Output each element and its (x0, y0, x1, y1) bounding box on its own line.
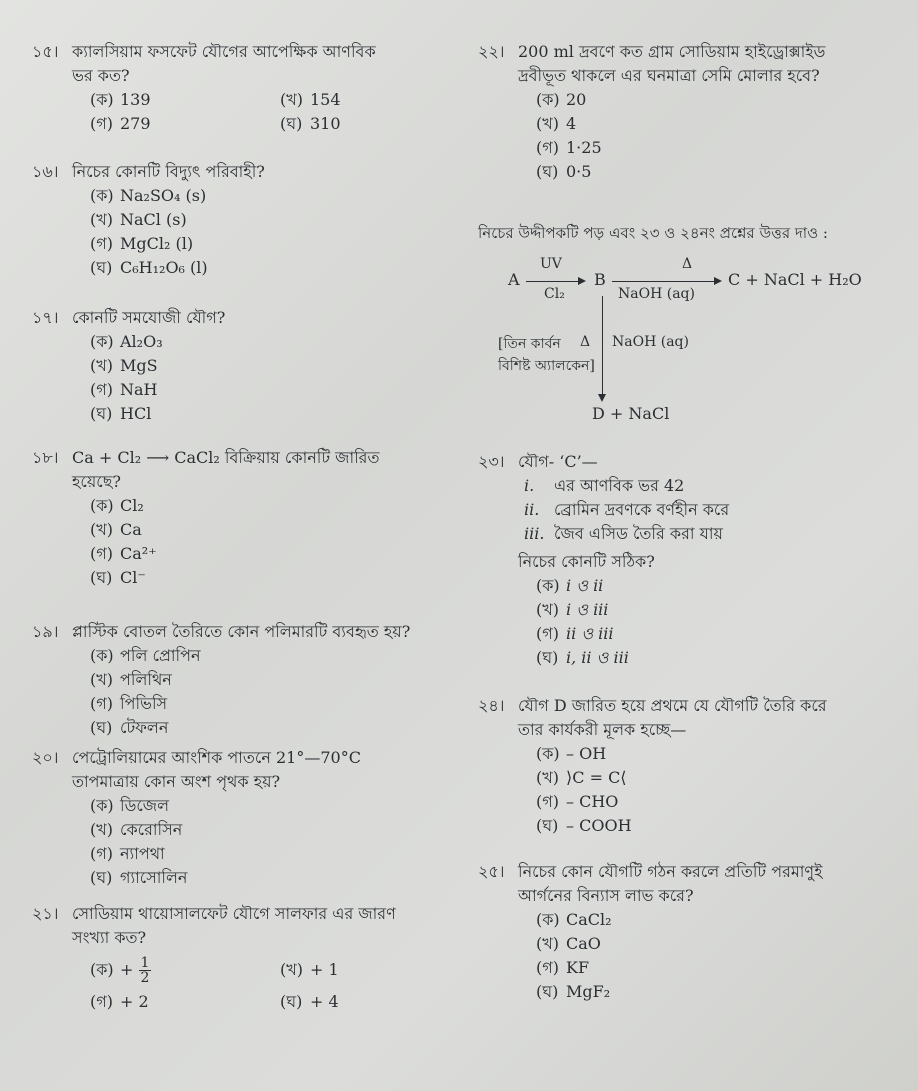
statement-iii: iii. জৈব এসিড তৈরি করা যায় (524, 524, 723, 543)
cl2-label: Cl₂ (544, 286, 565, 302)
option-gha[interactable]: (ঘ) Cl⁻ (90, 568, 146, 587)
stimulus-instruction: নিচের উদ্দীপকটি পড় এবং ২৩ ও ২৪নং প্রশ্নের উত্তর দাও : (478, 224, 828, 242)
question-text: নিচের কোনটি বিদ্যুৎ পরিবাহী? (72, 162, 265, 181)
option-ga[interactable]: (গ) ন্যাপথা (90, 844, 165, 863)
option-gha[interactable]: (ঘ) i, ii ও iii (536, 648, 629, 667)
question-16: ১৬। নিচের কোনটি বিদ্যুৎ পরিবাহী? (ক) Na₂SO₄ (s) (খ) NaCl (s) (গ) MgCl₂ (l) (ঘ) C₆H₁₂O₆ (l) (32, 160, 462, 280)
option-ga[interactable]: (গ) + 2 (90, 992, 149, 1011)
option-ka[interactable]: (ক) ডিজেল (90, 796, 170, 815)
side-note-2: বিশিষ্ট অ্যালকেন] (498, 358, 595, 374)
compound-b: B (594, 270, 606, 289)
option-gha[interactable]: (ঘ) MgF₂ (536, 982, 611, 1001)
products-1: C + NaCl + H₂O (728, 270, 862, 289)
question-24: ২৪। যৌগ D জারিত হয়ে প্রথমে যে যৌগটি তৈরি করে তার কার্যকরী মূলক হচ্ছে— (ক) – OH (খ) ⟩C = C⟨ (গ) – CHO (ঘ) – COOH (478, 694, 898, 838)
option-ga[interactable]: (গ) Ca²⁺ (90, 544, 157, 563)
statement-ii: ii. ব্রোমিন দ্রবণকে বর্ণহীন করে (524, 500, 730, 519)
question-text: যৌগ D জারিত হয়ে প্রথমে যে যৌগটি তৈরি করে (518, 696, 827, 715)
option-kha[interactable]: (খ) Ca (90, 520, 142, 539)
question-20: ২০। পেট্রোলিয়ামের আংশিক পাতনে 21°—70°C তাপমাত্রায় কোন অংশ পৃথক হয়? (ক) ডিজেল (খ) কেরোসিন (গ) ন্যাপথা (ঘ) গ্যাসোলিন (32, 746, 462, 890)
question-25: ২৫। নিচের কোন যৌগটি গঠন করলে প্রতিটি পরমাণুই আর্গনের বিন্যাস লাভ করে? (ক) CaCl₂ (খ) CaO (গ) KF (ঘ) MgF₂ (478, 860, 898, 1004)
question-text-cont: ভর কত? (72, 66, 130, 85)
question-text: প্লাস্টিক বোতল তৈরিতে কোন পলিমারটি ব্যবহৃত হয়? (72, 622, 411, 641)
question-text: পেট্রোলিয়ামের আংশিক পাতনে 21°—70°C (72, 748, 361, 767)
uv-label: UV (540, 256, 562, 272)
fraction-half: $\frac{1}{2}$ (140, 955, 150, 986)
option-kha[interactable]: (খ) MgS (90, 356, 158, 375)
option-kha[interactable]: (খ) CaO (536, 934, 601, 953)
option-ka[interactable]: (ক) Na₂SO₄ (s) (90, 186, 207, 205)
option-gha[interactable]: (ঘ) 310 (280, 114, 341, 133)
option-ka[interactable]: (ক) 20 (536, 90, 587, 109)
option-gha[interactable]: (ঘ) গ্যাসোলিন (90, 868, 188, 887)
option-gha[interactable]: (ঘ) + 4 (280, 992, 339, 1011)
naoh-label-1: NaOH (aq) (618, 286, 695, 302)
option-gha[interactable]: (ঘ) HCl (90, 404, 152, 423)
side-note-1: [তিন কার্বন (498, 336, 561, 352)
heat-label-2: Δ (580, 334, 591, 350)
question-23: ২৩। যৌগ- ‘C’— i. এর আণবিক ভর 42 ii. ব্রোমিন দ্রবণকে বর্ণহীন করে iii. জৈব এসিড তৈরি করা যায় নিচের কোনটি সঠিক? (ক) i ও ii (খ) i ও iii (গ) ii ও iii (ঘ) i, ii ও iii (478, 450, 898, 670)
question-21: ২১। সোডিয়াম থায়োসালফেট যৌগে সালফার এর জারণ সংখ্যা কত? (ক) + $\frac{1}{2}$ (খ) + 1 (গ) + 2 (ঘ) + 4 (32, 902, 462, 1014)
option-kha[interactable]: (খ) 4 (536, 114, 577, 133)
question-ask: নিচের কোনটি সঠিক? (518, 552, 655, 571)
question-18: ১৮। Ca + Cl₂ ⟶ CaCl₂ বিক্রিয়ায় কোনটি জারিত হয়েছে? (ক) Cl₂ (খ) Ca (গ) Ca²⁺ (ঘ) Cl⁻ (32, 446, 462, 590)
question-text: সোডিয়াম থায়োসালফেট যৌগে সালফার এর জারণ (72, 904, 396, 923)
question-number: ১৫। (32, 42, 59, 61)
heat-label-1: Δ (682, 256, 693, 272)
question-text: ক্যালসিয়াম ফসফেট যৌগের আপেক্ষিক আণবিক (72, 42, 376, 61)
option-ga[interactable]: (গ) MgCl₂ (l) (90, 234, 194, 253)
option-kha[interactable]: (খ) পলিথিন (90, 670, 172, 689)
option-ka[interactable]: (ক) CaCl₂ (536, 910, 612, 929)
option-gha[interactable]: (ঘ) – COOH (536, 816, 632, 835)
option-kha[interactable]: (খ) + 1 (280, 960, 339, 979)
products-2: D + NaCl (592, 404, 670, 423)
question-text: নিচের কোন যৌগটি গঠন করলে প্রতিটি পরমাণুই (518, 862, 823, 881)
arrow-right-2 (612, 281, 720, 282)
option-gha[interactable]: (ঘ) C₆H₁₂O₆ (l) (90, 258, 208, 277)
arrow-down (602, 296, 603, 400)
option-kha[interactable]: (খ) 154 (280, 90, 341, 109)
option-ka[interactable]: (ক) i ও ii (536, 576, 604, 595)
option-ga[interactable]: (গ) 1·25 (536, 138, 602, 157)
option-ka[interactable]: (ক) Al₂O₃ (90, 332, 163, 351)
option-kha[interactable]: (খ) কেরোসিন (90, 820, 183, 839)
option-ga[interactable]: (গ) 279 (90, 114, 151, 133)
option-ka[interactable]: (ক) Cl₂ (90, 496, 144, 515)
option-ka[interactable]: (ক) পলি প্রোপিন (90, 646, 201, 665)
arrow-right-1 (526, 281, 584, 282)
question-22: ২২। 200 ml দ্রবণে কত গ্রাম সোডিয়াম হাইড্রোক্সাইড দ্রবীভূত থাকলে এর ঘনমাত্রা সেমি মোলার হবে? (ক) 20 (খ) 4 (গ) 1·25 (ঘ) 0·5 (478, 40, 898, 184)
option-gha[interactable]: (ঘ) 0·5 (536, 162, 592, 181)
option-ka[interactable]: (ক) – OH (536, 744, 607, 763)
question-text: কোনটি সমযোজী যৌগ? (72, 308, 226, 327)
question-text: যৌগ- ‘C’— (518, 452, 598, 471)
option-kha[interactable]: (খ) i ও iii (536, 600, 609, 619)
option-ka[interactable]: (ক) + $\frac{1}{2}$ (90, 955, 150, 986)
statement-i: i. এর আণবিক ভর 42 (524, 476, 685, 495)
option-ga[interactable]: (গ) NaH (90, 380, 158, 399)
option-ka[interactable]: (ক) 139 (90, 90, 151, 109)
question-19: ১৯। প্লাস্টিক বোতল তৈরিতে কোন পলিমারটি ব্যবহৃত হয়? (ক) পলি প্রোপিন (খ) পলিথিন (গ) পিভিসি (ঘ) টেফলন (32, 620, 462, 740)
option-ga[interactable]: (গ) পিভিসি (90, 694, 168, 713)
option-ga[interactable]: (গ) ii ও iii (536, 624, 614, 643)
option-kha[interactable]: (খ) ⟩C = C⟨ (536, 768, 627, 787)
option-ga[interactable]: (গ) KF (536, 958, 590, 977)
compound-a: A (508, 270, 520, 289)
question-15 (32, 40, 462, 136)
question-17: ১৭। কোনটি সমযোজী যৌগ? (ক) Al₂O₃ (খ) MgS (গ) NaH (ঘ) HCl (32, 306, 462, 426)
option-gha[interactable]: (ঘ) টেফলন (90, 718, 169, 737)
naoh-label-2: NaOH (aq) (612, 334, 689, 350)
option-kha[interactable]: (খ) NaCl (s) (90, 210, 187, 229)
option-ga[interactable]: (গ) – CHO (536, 792, 619, 811)
question-text: 200 ml দ্রবণে কত গ্রাম সোডিয়াম হাইড্রোক্সাইড (518, 42, 826, 61)
question-text: Ca + Cl₂ ⟶ CaCl₂ বিক্রিয়ায় কোনটি জারিত (72, 448, 380, 467)
